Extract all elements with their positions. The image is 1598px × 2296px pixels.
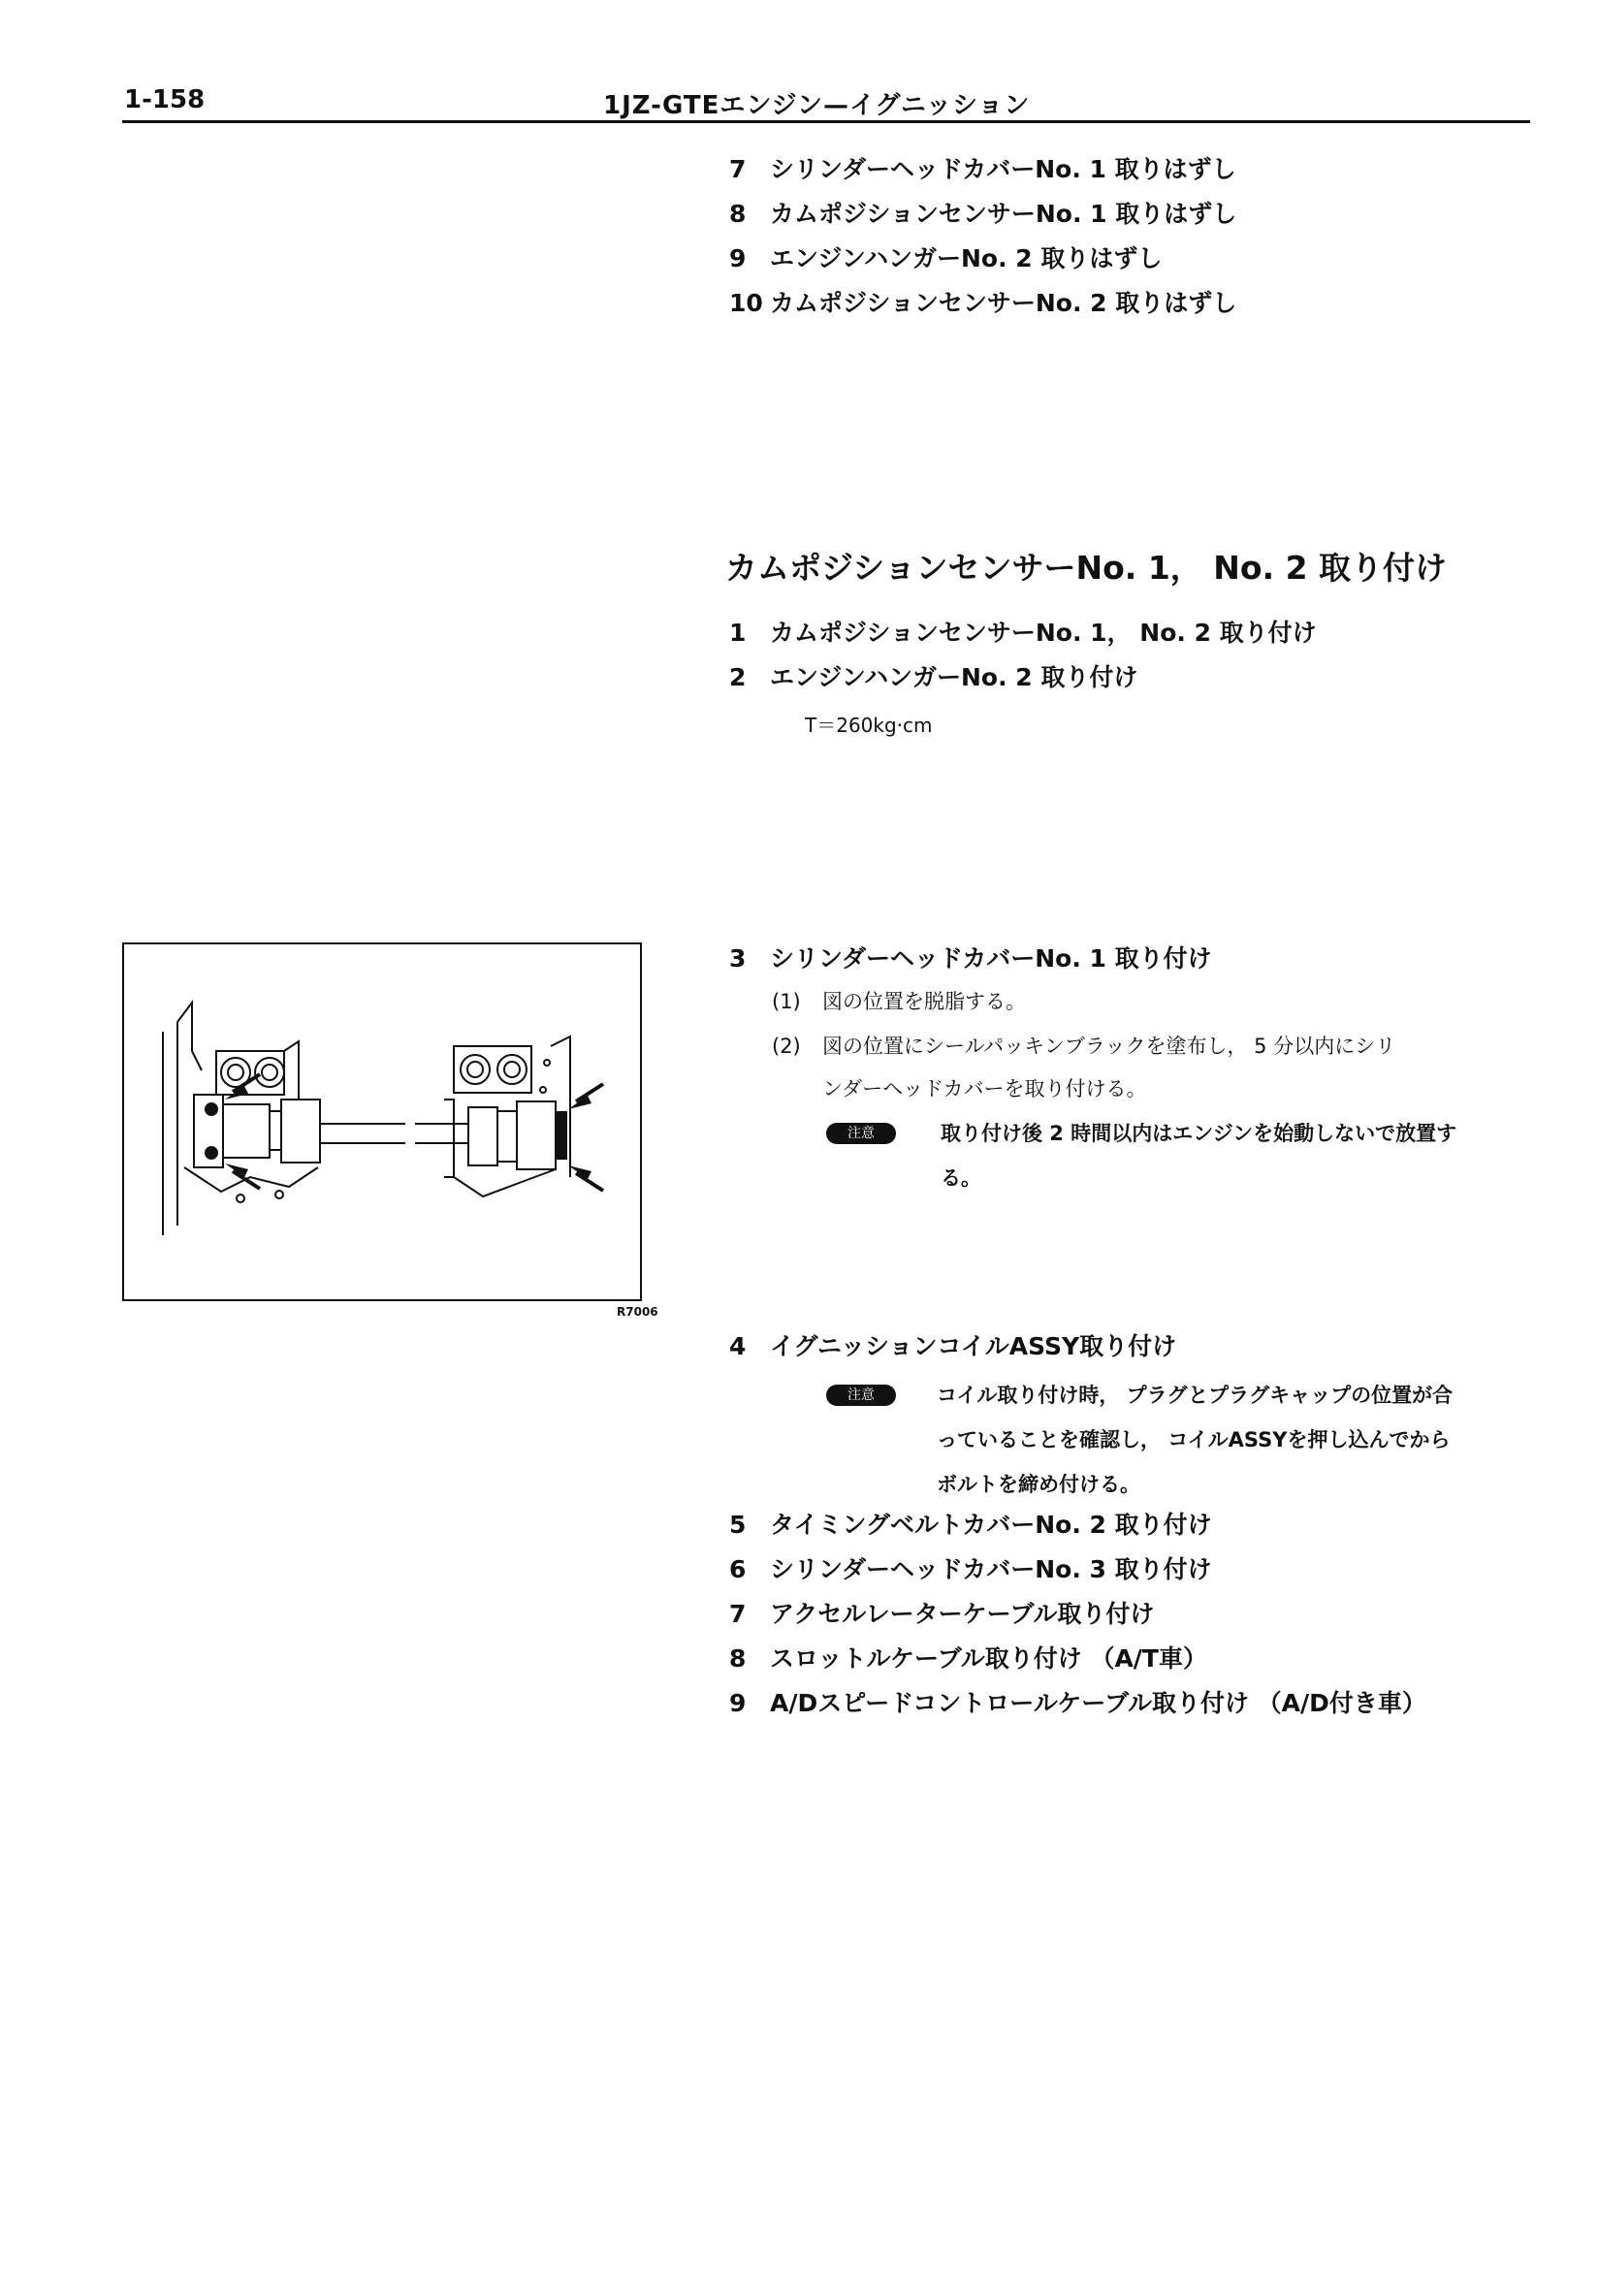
list-item: [729, 942, 1505, 975]
sub-item: [772, 987, 1528, 1016]
step-number: 7: [729, 155, 747, 183]
step-text: シリンダーヘッドカバーNo. 1 取り付け: [770, 944, 1212, 973]
cylinder-head-diagram: [124, 944, 640, 1299]
step-number: 9: [729, 244, 747, 272]
sub-text-continued: ンダーヘッドカバーを取り付ける。: [822, 1077, 1147, 1100]
step-text: エンジンハンガーNo. 2 取り付け: [770, 663, 1138, 691]
step-number: 8: [729, 1644, 747, 1673]
step-text: タイミングベルトカバーNo. 2 取り付け: [770, 1511, 1212, 1539]
list-item: [729, 198, 1505, 231]
step-number: 2: [729, 663, 747, 691]
figure-frame: [122, 942, 642, 1301]
figure-caption: R7006: [617, 1305, 658, 1319]
sub-text: 図の位置にシールパッキンブラックを塗布し， 5 分以内にシリ: [822, 1035, 1396, 1058]
section-title: カムポジションセンサーNo. 1， No. 2 取り付け: [725, 549, 1448, 587]
step-text: アクセルレーターケーブル取り付け: [770, 1600, 1155, 1628]
list-item: [729, 617, 1505, 650]
step-number: 7: [729, 1600, 747, 1628]
step-number: 3: [729, 944, 747, 973]
list-item: [729, 242, 1505, 275]
step-text: エンジンハンガーNo. 2 取りはずし: [770, 244, 1163, 272]
list-item: [729, 1687, 1563, 1720]
step-text: シリンダーヘッドカバーNo. 1 取りはずし: [770, 155, 1236, 183]
caution-text: っていることを確認し， コイルASSYを押し込んでから: [937, 1428, 1451, 1451]
caution-badge: 注意: [826, 1385, 896, 1406]
step-number: 9: [729, 1689, 747, 1717]
step-text: A/Dスピードコントロールケーブル取り付け （A/D付き車）: [770, 1689, 1426, 1717]
sub-item: [772, 1032, 1528, 1061]
header-rule: [122, 120, 1530, 123]
step-number: 4: [729, 1332, 747, 1360]
list-item: [729, 1553, 1563, 1586]
sub-number: (1): [772, 990, 801, 1013]
list-item: [729, 1330, 1505, 1363]
page-number: 1-158: [124, 85, 206, 114]
step-text: イグニッションコイルASSY取り付け: [770, 1332, 1177, 1360]
caution-text: コイル取り付け時， プラグとプラグキャップの位置が合: [937, 1384, 1454, 1407]
running-title: 1JZ-GTEエンジン—イグニッション: [603, 91, 1031, 120]
step-text: シリンダーヘッドカバーNo. 3 取り付け: [770, 1555, 1212, 1583]
step-text: カムポジションセンサーNo. 1 取りはずし: [770, 200, 1237, 228]
step-number: 10: [729, 289, 763, 317]
caution-badge: 注意: [826, 1123, 896, 1144]
caution-text: る。: [941, 1166, 981, 1190]
list-item: [729, 1642, 1563, 1675]
step-text: カムポジションセンサーNo. 2 取りはずし: [770, 289, 1237, 317]
step-number: 6: [729, 1555, 747, 1583]
caution-text: 取り付け後 2 時間以内はエンジンを始動しないで放置す: [941, 1122, 1457, 1145]
caution-text: ボルトを締め付ける。: [937, 1473, 1140, 1496]
list-item: [729, 153, 1505, 186]
sub-number: (2): [772, 1035, 801, 1058]
list-item: [729, 661, 1505, 694]
list-item: [729, 287, 1505, 320]
sub-text: 図の位置を脱脂する。: [822, 990, 1026, 1013]
torque-spec: T＝260kg·cm: [805, 714, 933, 737]
list-item: [729, 1598, 1563, 1631]
step-number: 5: [729, 1511, 747, 1539]
step-number: 1: [729, 619, 747, 647]
list-item: [729, 1509, 1563, 1542]
step-number: 8: [729, 200, 747, 228]
step-text: カムポジションセンサーNo. 1， No. 2 取り付け: [770, 619, 1317, 647]
step-text: スロットルケーブル取り付け （A/T車）: [770, 1644, 1207, 1673]
